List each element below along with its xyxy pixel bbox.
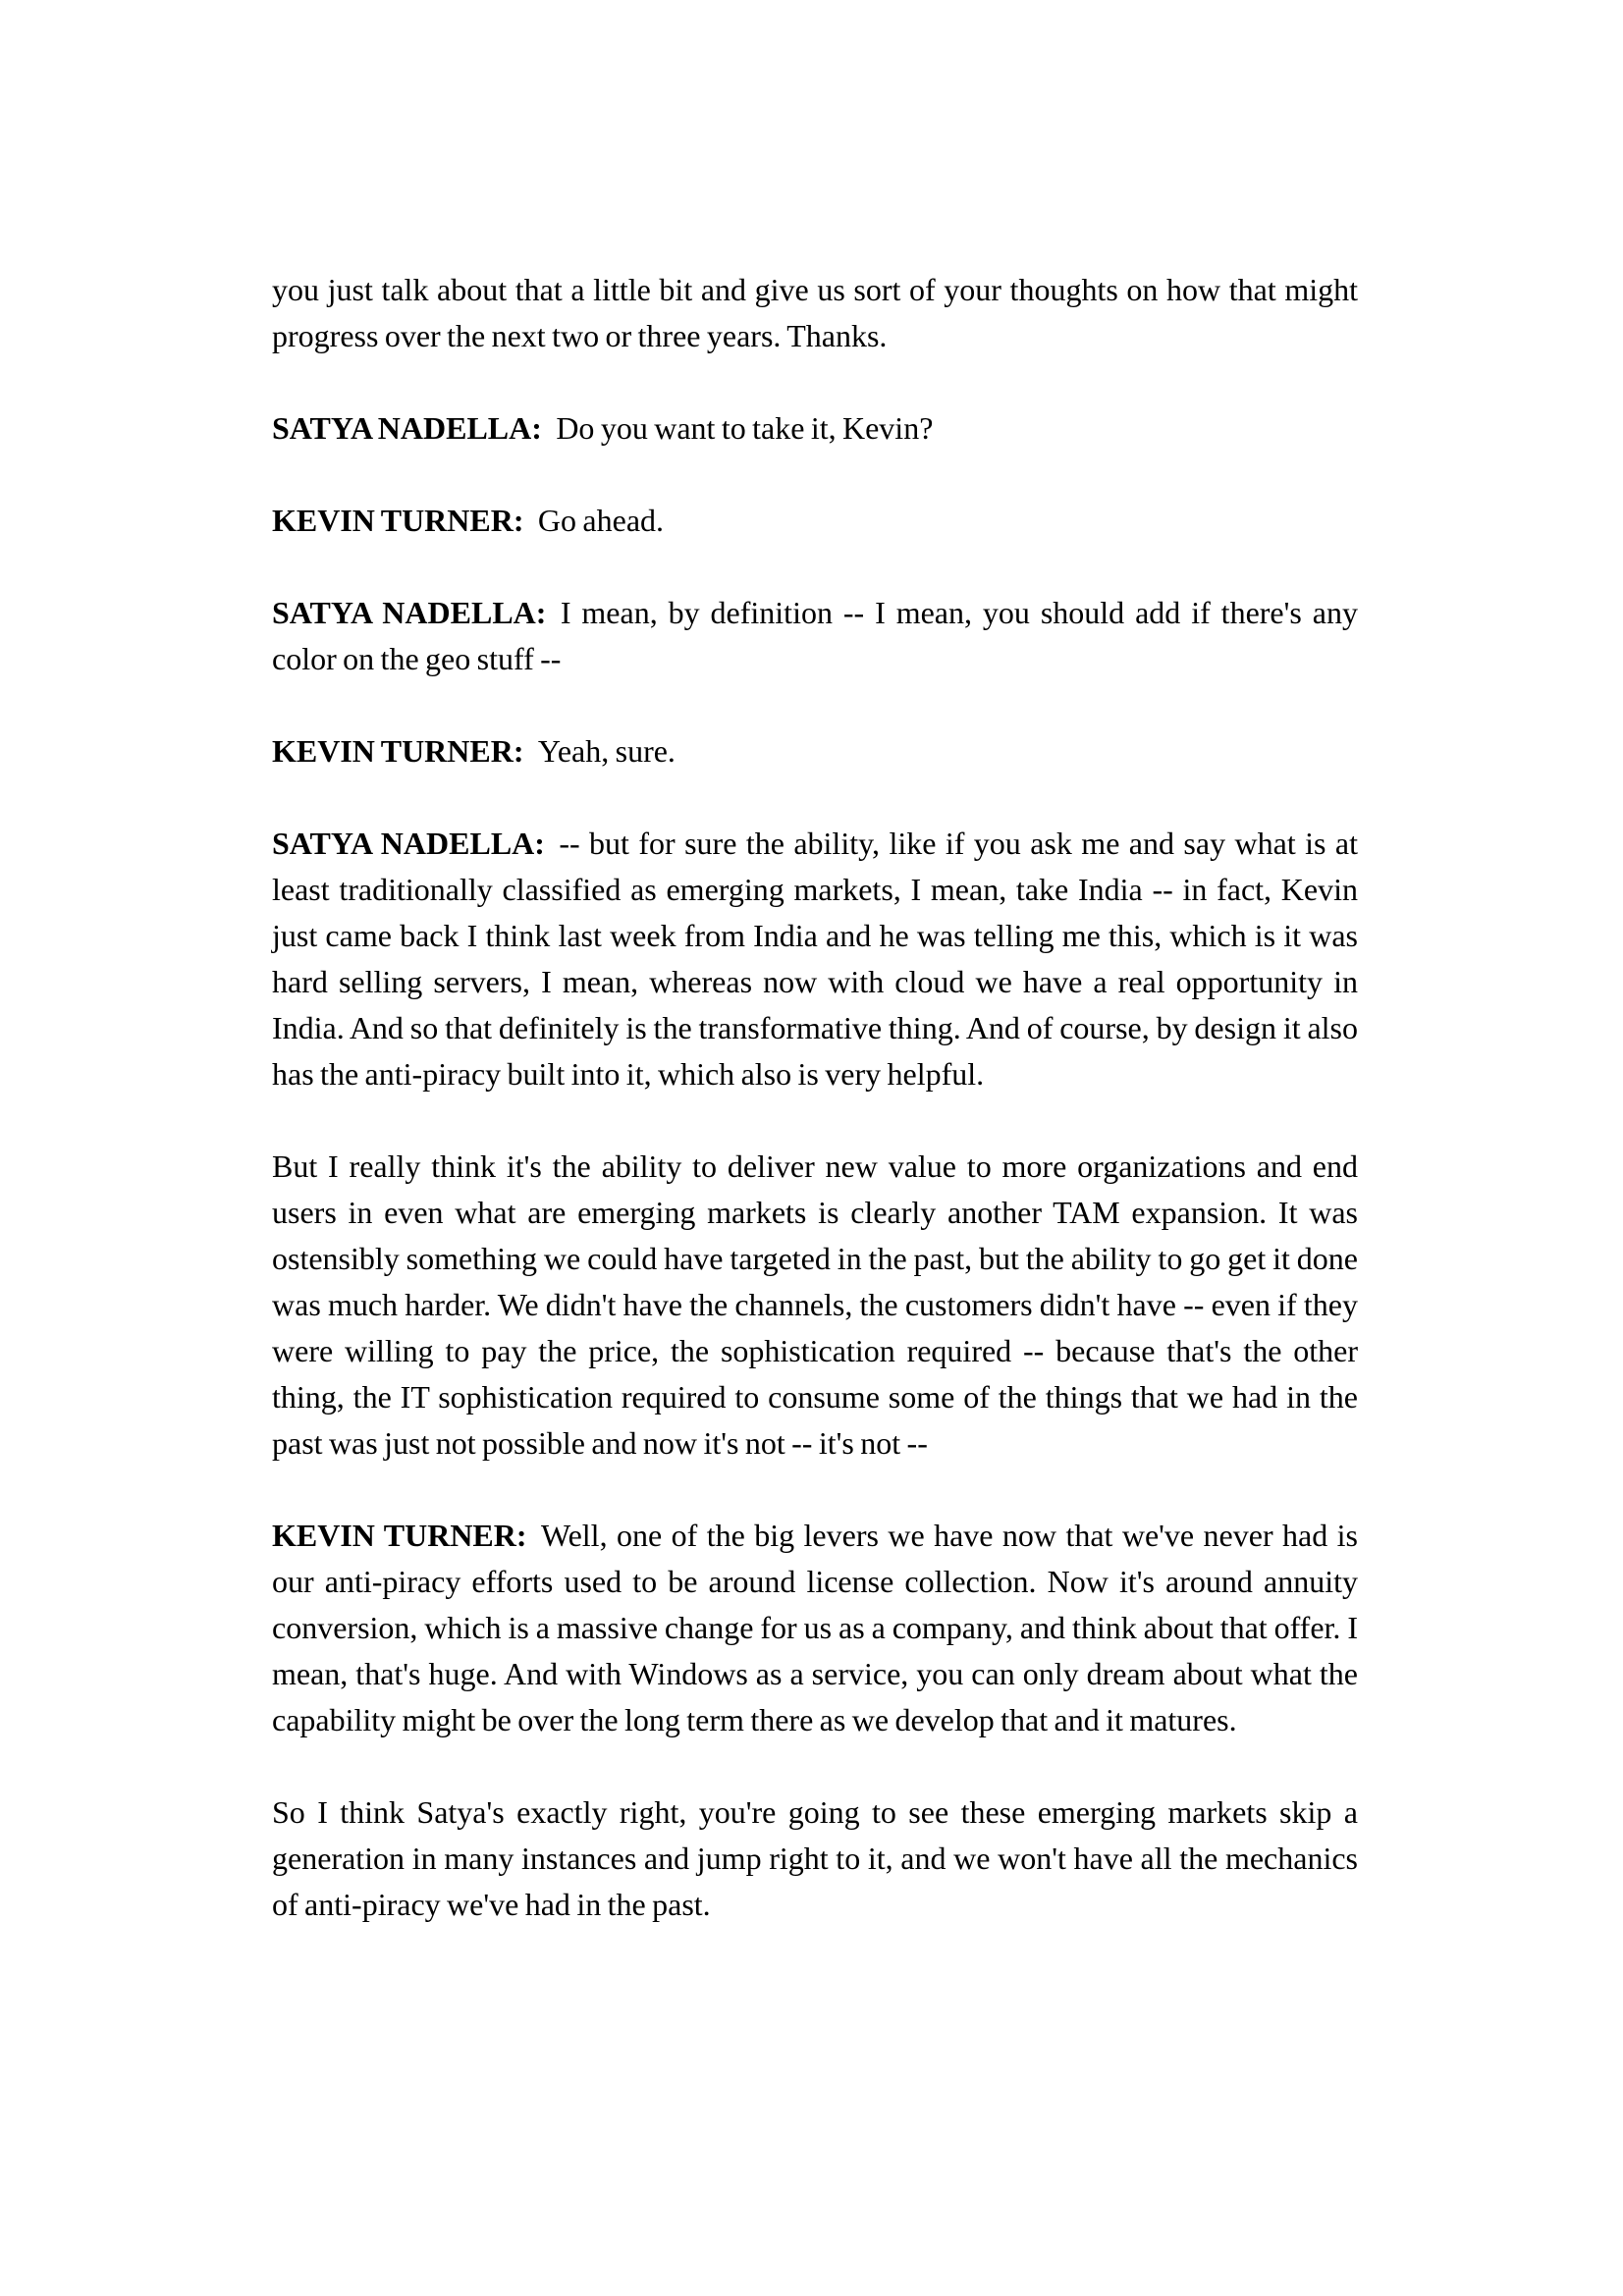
paragraph-text: I mean, by definition -- I mean, you should add if there's any color on the geo stuff -- (272, 595, 1358, 676)
paragraph (272, 728, 1358, 774)
paragraph (272, 498, 1358, 544)
paragraph-text: -- but for sure the ability, like if you ask me and say what is at least traditionally classified as emerging markets, I mean, take India -- in fact, Kevin just came back I think last week from India and he was telling me this, which is it was hard selling servers, I mean, whereas now with cloud we have a real opportunity in India. And so that definitely is the transformative thing. And of course, by design it also has the anti-piracy built into it, which also is very helpful. (272, 826, 1358, 1092)
paragraph (272, 267, 1358, 359)
paragraph (272, 590, 1358, 682)
paragraph (272, 405, 1358, 452)
speaker-label: KEVIN TURNER: (272, 733, 524, 769)
paragraph-text: Well, one of the big levers we have now that we've never had is our anti-piracy efforts used to be around license collection. Now it's around annuity conversion, which is a massive change for us as a company, and think about that offer. I mean, that's huge. And with Windows as a service, you can only dream about what the capability might be over the long term there as we develop that and it matures. (272, 1518, 1359, 1737)
paragraph (272, 1513, 1358, 1743)
paragraph-text: Do you want to take it, Kevin? (556, 410, 934, 446)
paragraph-text: Go ahead. (537, 503, 665, 538)
speaker-label: KEVIN TURNER: (272, 1518, 527, 1553)
transcript-content (272, 267, 1358, 1928)
speaker-label: KEVIN TURNER: (272, 503, 524, 538)
paragraph (272, 1789, 1358, 1928)
paragraph-text: you just talk about that a little bit and give us sort of your thoughts on how that might progress over the next two or three years. Thanks. (272, 272, 1358, 353)
paragraph (272, 821, 1358, 1097)
speaker-label: SATYA NADELLA: (272, 826, 545, 861)
paragraph-text: Yeah, sure. (537, 733, 676, 769)
speaker-label: SATYA NADELLA: (272, 410, 542, 446)
paragraph-text: So I think Satya's exactly right, you're going to see these emerging markets skip a generation in many instances and jump right to it, and we won't have all the mechanics of anti-piracy we've had in the past. (272, 1794, 1358, 1922)
paragraph (272, 1144, 1358, 1467)
paragraph-text: But I really think it's the ability to deliver new value to more organizations and end users in even what are emerging markets is clearly another TAM expansion. It was ostensibly something we could have targeted in the past, but the ability to go get it done was much harder. We didn't have the channels, the customers didn't have -- even if they were willing to pay the price, the sophistication required -- because that's the other thing, the IT sophistication required to consume some of the things that we had in the past was just not possible and now it's not -- it's not -- (272, 1148, 1358, 1461)
speaker-label: SATYA NADELLA: (272, 595, 547, 630)
